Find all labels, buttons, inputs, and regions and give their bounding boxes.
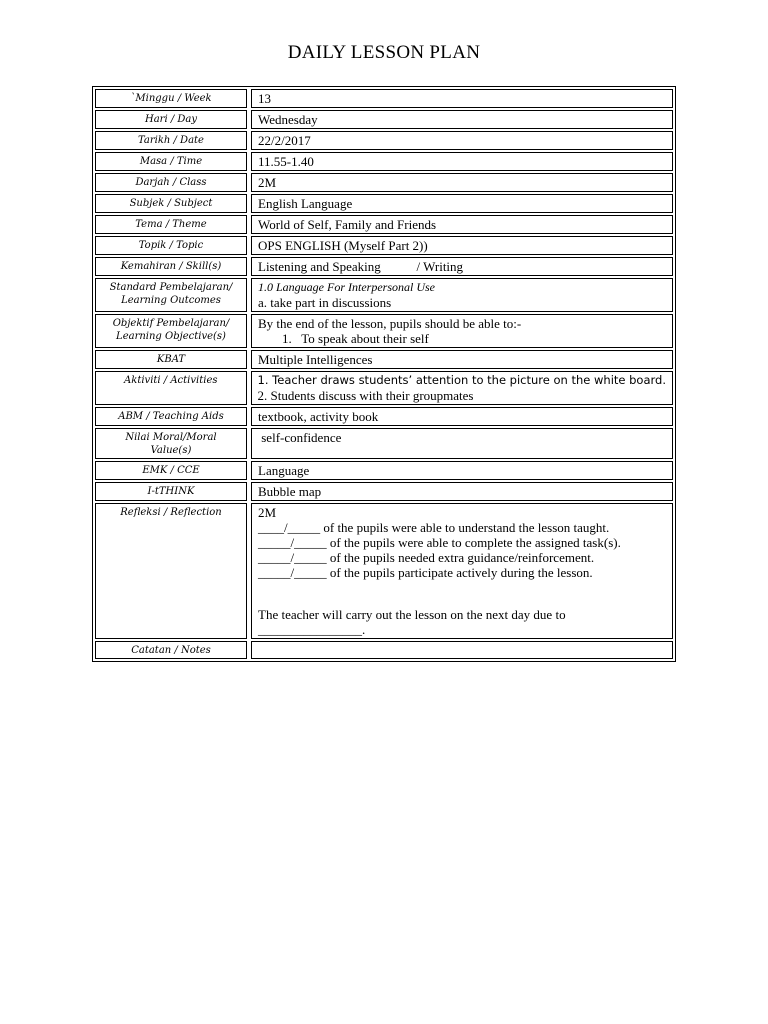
time-label: Masa / Time bbox=[95, 152, 247, 171]
topic-value: OPS ENGLISH (Myself Part 2)) bbox=[251, 236, 673, 255]
activity-2: 2. Students discuss with their groupmates bbox=[257, 388, 474, 403]
skills-label: Kemahiran / Skill(s) bbox=[95, 257, 247, 276]
ithink-label: I-tTHINK bbox=[95, 482, 247, 501]
activities-label: Aktiviti / Activities bbox=[95, 371, 247, 405]
class-label: Darjah / Class bbox=[95, 173, 247, 192]
subject-value: English Language bbox=[251, 194, 673, 213]
reflection-class: 2M bbox=[258, 505, 277, 520]
objective-intro: By the end of the lesson, pupils should be able to:- bbox=[258, 316, 522, 331]
reflection-line-5: The teacher will carry out the lesson on the next day due to bbox=[258, 607, 566, 622]
emk-label: EMK / CCE bbox=[95, 461, 247, 480]
row-reflection bbox=[95, 503, 673, 639]
moral-values-value bbox=[251, 428, 673, 459]
notes-value bbox=[251, 641, 673, 659]
objective-item: 1. To speak about their self bbox=[282, 331, 429, 346]
reflection-spacer bbox=[258, 580, 666, 607]
row-moral-values bbox=[95, 428, 673, 459]
lesson-plan-table bbox=[92, 86, 676, 662]
standard-label-line-1: Standard Pembelajaran/ bbox=[109, 282, 233, 293]
row-time bbox=[95, 152, 673, 171]
reflection-line-1: ____/_____ of the pupils were able to understand the lesson taught. bbox=[258, 520, 610, 535]
standard-value bbox=[251, 278, 673, 312]
objective-value bbox=[251, 314, 673, 348]
reflection-value bbox=[251, 503, 673, 639]
row-ithink bbox=[95, 482, 673, 501]
row-emk bbox=[95, 461, 673, 480]
activities-value bbox=[251, 371, 673, 405]
day-value: Wednesday bbox=[251, 110, 673, 129]
row-teaching-aids bbox=[95, 407, 673, 426]
standard-heading: 1.0 Language For Interpersonal Use bbox=[258, 280, 435, 294]
kbat-label: KBAT bbox=[95, 350, 247, 369]
reflection-line-3: _____/_____ of the pupils needed extra guidance/reinforcement. bbox=[258, 550, 595, 565]
skills-value bbox=[251, 257, 673, 276]
date-value: 22/2/2017 bbox=[251, 131, 673, 150]
row-class bbox=[95, 173, 673, 192]
day-label: Hari / Day bbox=[95, 110, 247, 129]
moral-values-label-line-1: Nilai Moral/Moral bbox=[125, 432, 217, 443]
notes-label: Catatan / Notes bbox=[95, 641, 247, 659]
week-label: `Minggu / Week bbox=[95, 89, 247, 108]
teaching-aids-label: ABM / Teaching Aids bbox=[95, 407, 247, 426]
theme-label: Tema / Theme bbox=[95, 215, 247, 234]
row-kbat bbox=[95, 350, 673, 369]
row-day bbox=[95, 110, 673, 129]
ithink-value: Bubble map bbox=[251, 482, 673, 501]
reflection-label: Refleksi / Reflection bbox=[95, 503, 247, 639]
row-activities bbox=[95, 371, 673, 405]
row-objective bbox=[95, 314, 673, 348]
reflection-line-6: ________________. bbox=[258, 622, 366, 637]
subject-label: Subjek / Subject bbox=[95, 194, 247, 213]
topic-label: Topik / Topic bbox=[95, 236, 247, 255]
row-notes bbox=[95, 641, 673, 659]
row-subject bbox=[95, 194, 673, 213]
standard-label-line-2: Learning Outcomes bbox=[121, 295, 221, 306]
row-standard bbox=[95, 278, 673, 312]
skills-text: Listening and Speaking / Writing bbox=[258, 259, 464, 274]
row-week bbox=[95, 89, 673, 108]
activity-1: 1. Teacher draws students’ attention to the picture on the white board. bbox=[257, 373, 666, 387]
row-date bbox=[95, 131, 673, 150]
kbat-value: Multiple Intelligences bbox=[251, 350, 673, 369]
week-value: 13 bbox=[251, 89, 673, 108]
page-title: DAILY LESSON PLAN bbox=[287, 42, 481, 63]
objective-label-line-2: Learning Objective(s) bbox=[116, 331, 226, 342]
emk-value: Language bbox=[251, 461, 673, 480]
row-topic bbox=[95, 236, 673, 255]
standard-label bbox=[95, 278, 247, 312]
row-skills bbox=[95, 257, 673, 276]
moral-values-label bbox=[95, 428, 247, 459]
moral-values-text: self-confidence bbox=[258, 430, 342, 445]
objective-label bbox=[95, 314, 247, 348]
objective-label-line-1: Objektif Pembelajaran/ bbox=[112, 318, 230, 329]
moral-values-label-line-2: Value(s) bbox=[150, 445, 192, 456]
teaching-aids-value: textbook, activity book bbox=[251, 407, 673, 426]
date-label: Tarikh / Date bbox=[95, 131, 247, 150]
time-value: 11.55-1.40 bbox=[251, 152, 673, 171]
reflection-line-2: _____/_____ of the pupils were able to complete the assigned task(s). bbox=[258, 535, 621, 550]
row-theme bbox=[95, 215, 673, 234]
theme-value: World of Self, Family and Friends bbox=[251, 215, 673, 234]
reflection-line-4: _____/_____ of the pupils participate actively during the lesson. bbox=[258, 565, 593, 580]
standard-item: a. take part in discussions bbox=[258, 295, 392, 310]
class-value: 2M bbox=[251, 173, 673, 192]
